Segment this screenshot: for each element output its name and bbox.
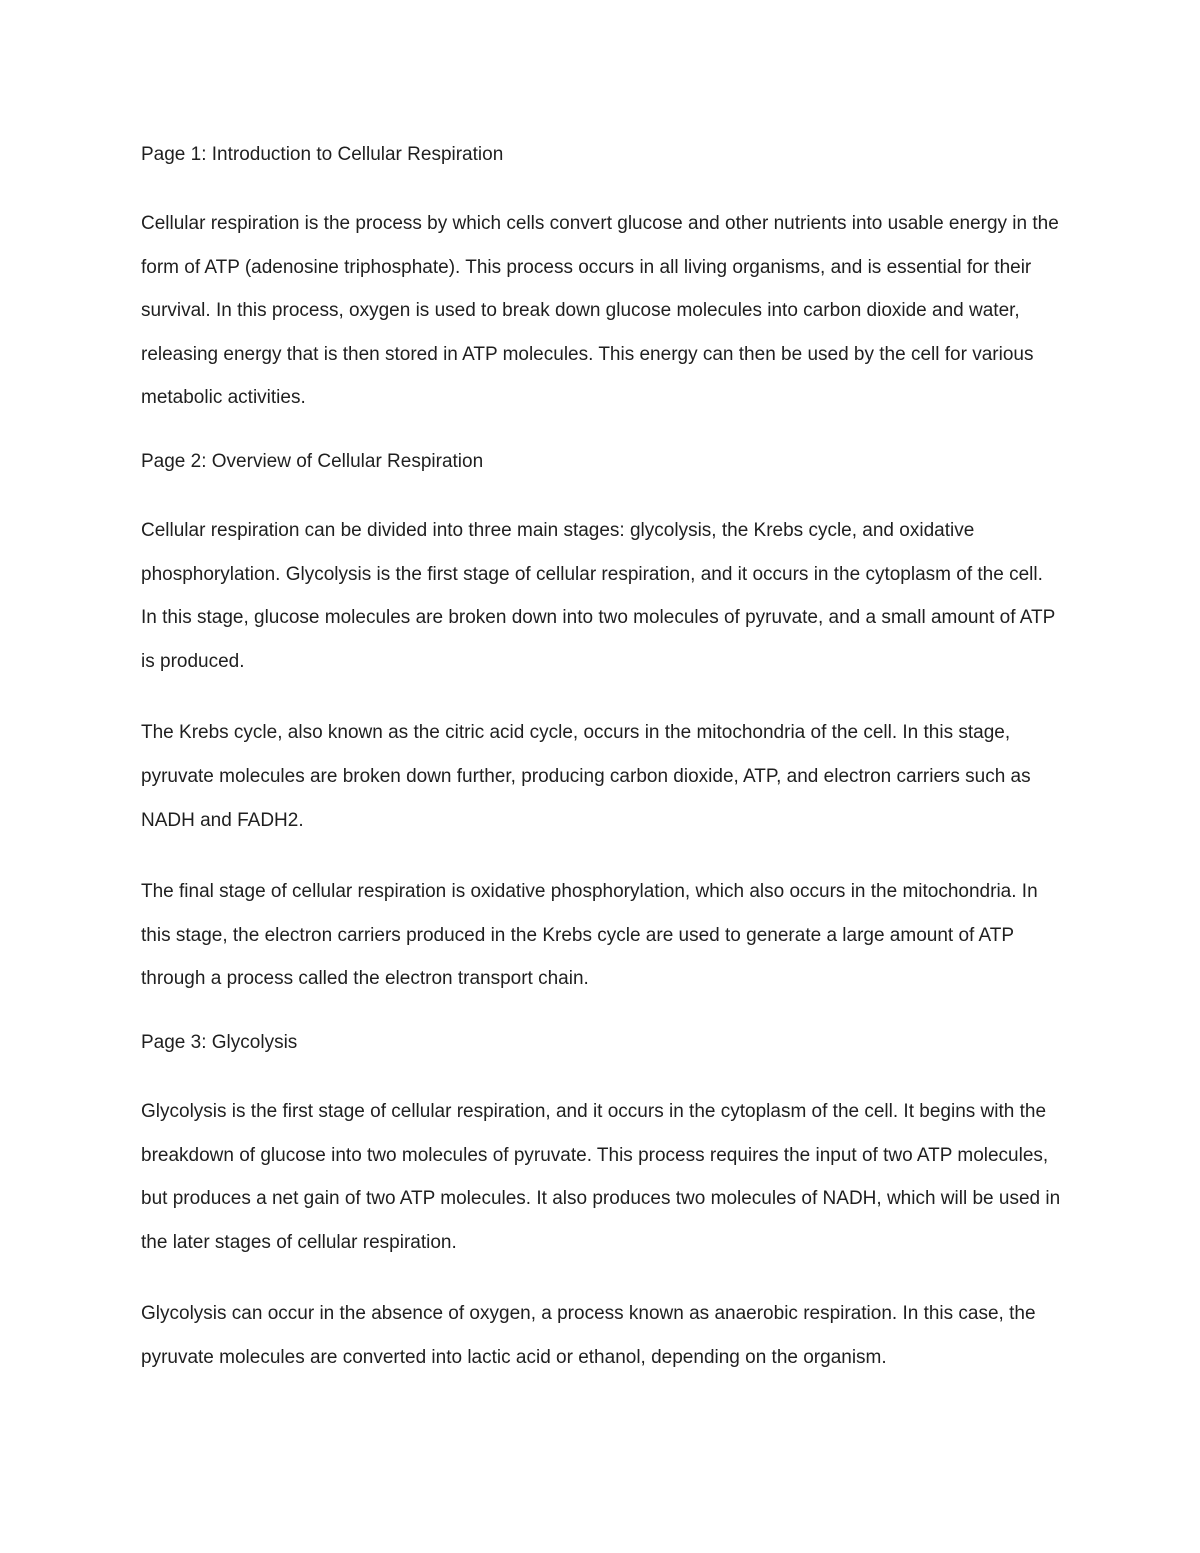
paragraph: The Krebs cycle, also known as the citric acid cycle, occurs in the mitochondria of the cell. In this stage, pyruvate molecules are broken down further, producing carbon dioxide, ATP, and electron carriers such as NADH and FADH2. (141, 722, 1031, 831)
section-heading: Page 3: Glycolysis (141, 1031, 298, 1053)
section-heading: Page 2: Overview of Cellular Respiration (141, 450, 484, 472)
paragraph: The final stage of cellular respiration is oxidative phosphorylation, which also occurs in the mitochondria. In this stage, the electron carriers produced in the Krebs cycle are used to generate a large amount of ATP through a process called the electron transport chain. (141, 881, 1038, 990)
document-page (141, 141, 1061, 1379)
paragraph: Cellular respiration is the process by which cells convert glucose and other nutrients into usable energy in the form of ATP (adenosine triphosphate). This process occurs in all living organisms, and is essential for their survival. In this process, oxygen is used to break down glucose molecules into carbon dioxide and water, releasing energy that is then stored in ATP molecules. This energy can then be used by the cell for various metabolic activities. (141, 213, 1059, 409)
paragraph: Cellular respiration can be divided into three main stages: glycolysis, the Krebs cycle, and oxidative phosphorylation. Glycolysis is the first stage of cellular respiration, and it occurs in the cytoplasm of the cell. In this stage, glucose molecules are broken down into two molecules of pyruvate, and a small amount of ATP is produced. (141, 519, 1055, 672)
paragraph: Glycolysis can occur in the absence of oxygen, a process known as anaerobic respiration. In this case, the pyruvate molecules are converted into lactic acid or ethanol, depending on the organism. (141, 1303, 1036, 1368)
paragraph: Glycolysis is the first stage of cellular respiration, and it occurs in the cytoplasm of the cell. It begins with the breakdown of glucose into two molecules of pyruvate. This process requires the input of two ATP molecules, but produces a net gain of two ATP molecules. It also produces two molecules of NADH, which will be used in the later stages of cellular respiration. (141, 1100, 1061, 1253)
section-heading: Page 1: Introduction to Cellular Respiration (141, 144, 504, 165)
